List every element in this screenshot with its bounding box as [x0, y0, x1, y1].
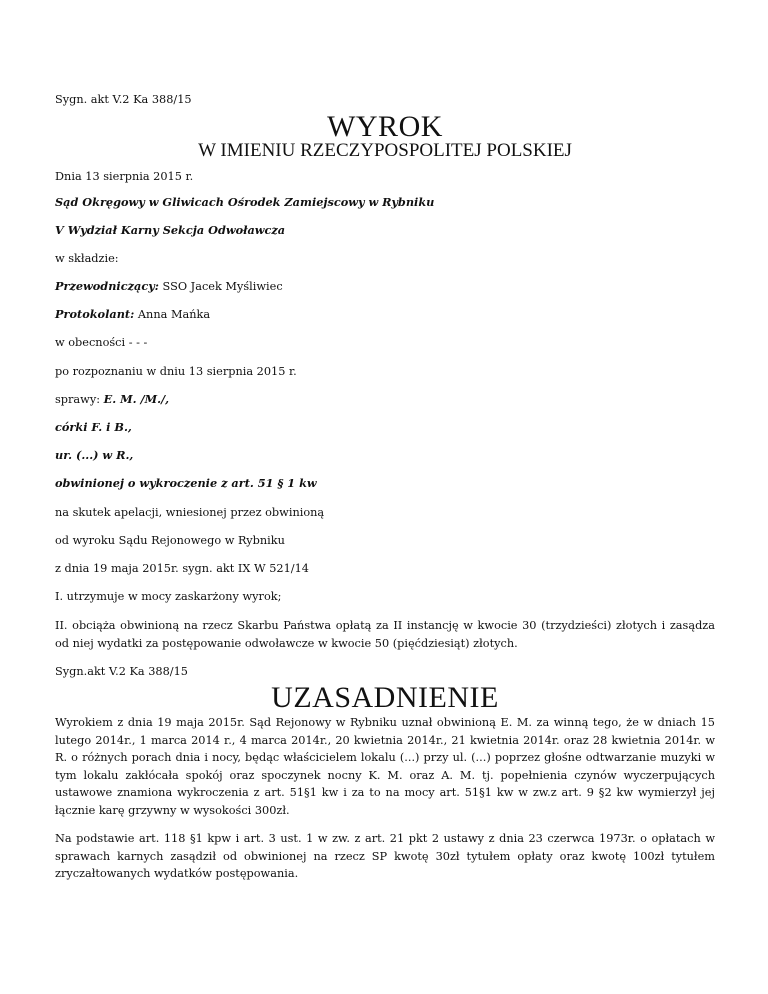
presiding-judge	[55, 279, 283, 294]
judgment-date: Dnia 13 sierpnia 2015 r.	[55, 170, 194, 183]
appeal-line: na skutek apelacji, wniesionej przez obwinioną	[55, 506, 325, 519]
justification-case-number: Sygn.akt V.2 Ka 388/15	[55, 665, 188, 678]
document-subtitle: W IMIENIU RZECZYPOSPOLITEJ POLSKIEJ	[198, 140, 572, 161]
lower-court-line: od wyroku Sądu Rejonowego w Rybniku	[55, 534, 285, 547]
presiding-label: Przewodniczący:	[55, 279, 159, 293]
charge-line: obwinionej o wykroczenie z art. 51 § 1 kw	[55, 476, 317, 490]
court-division: V Wydział Karny Sekcja Odwoławcza	[55, 223, 286, 237]
document-title: WYROK	[327, 110, 443, 143]
ruling-point-2: II. obciąża obwinioną na rzecz Skarbu Państwa opłatą za II instancję w kwocie 30 (trzydzieści) złotych i zasądza od niej wydatki za postępowanie odwoławcze w kwocie 50 (pięćdziesiąt) złotych.	[55, 619, 715, 650]
presence-line: w obecności - - -	[55, 336, 148, 349]
hearing-line: po rozpoznaniu w dniu 13 sierpnia 2015 r.	[55, 365, 297, 378]
clerk-name: Anna Mańka	[134, 308, 211, 321]
birth-line: ur. (...) w R.,	[55, 448, 134, 462]
matter-prefix: sprawy:	[55, 393, 104, 406]
lower-judgment-date: z dnia 19 maja 2015r. sygn. akt IX W 521/14	[55, 562, 309, 575]
matter-line	[55, 392, 169, 407]
matter-name: E. M. /M./,	[103, 392, 170, 406]
justification-paragraph-2: Na podstawie art. 118 §1 kpw i art. 3 ust. 1 w zw. z art. 21 pkt 2 ustawy z dnia 23 czerwca 1973r. o opłatach w sprawach karnych zasądził od obwinionej na rzecz SP kwotę 30zł tytułem opłaty oraz kwotę 100zł tytułem zryczałtowanych wydatków postępowania.	[55, 832, 715, 880]
composition-label: w składzie:	[55, 252, 119, 265]
court-name: Sąd Okręgowy w Gliwicach Ośrodek Zamiejscowy w Rybniku	[55, 195, 435, 209]
presiding-name: SSO Jacek Myśliwiec	[158, 280, 283, 293]
clerk-label: Protokolant:	[55, 307, 135, 321]
parents-line: córki F. i B.,	[55, 420, 132, 434]
court-clerk	[55, 307, 210, 322]
justification-paragraph-1: Wyrokiem z dnia 19 maja 2015r. Sąd Rejonowy w Rybniku uznał obwinioną E. M. za winną tego, że w dniach 15 lutego 2014r., 1 marca 2014 r., 4 marca 2014r., 20 kwietnia 2014r., 21 kwietnia 2014r. oraz 28 kwietnia 2014r. w R. o różnych porach dnia i nocy, będąc właścicielem lokalu (...) przy ul. (...) poprzez głośne odtwarzanie muzyki w tym lokalu zakłócała spokój oraz spoczynek nocny K. M. oraz A. M. tj. popełnienia czynów wyczerpujących ustawowe znamiona wykroczenia z art. 51§1 kw i za to na mocy art. 51§1 kw w zw.z art. 9 §2 kw wymierzył jej łącznie karę grzywny w wysokości 300zł.	[55, 716, 715, 817]
case-number: Sygn. akt V.2 Ka 388/15	[55, 93, 192, 106]
ruling-point-1: I. utrzymuje w mocy zaskarżony wyrok;	[55, 590, 282, 603]
justification-title: UZASADNIENIE	[271, 681, 499, 714]
